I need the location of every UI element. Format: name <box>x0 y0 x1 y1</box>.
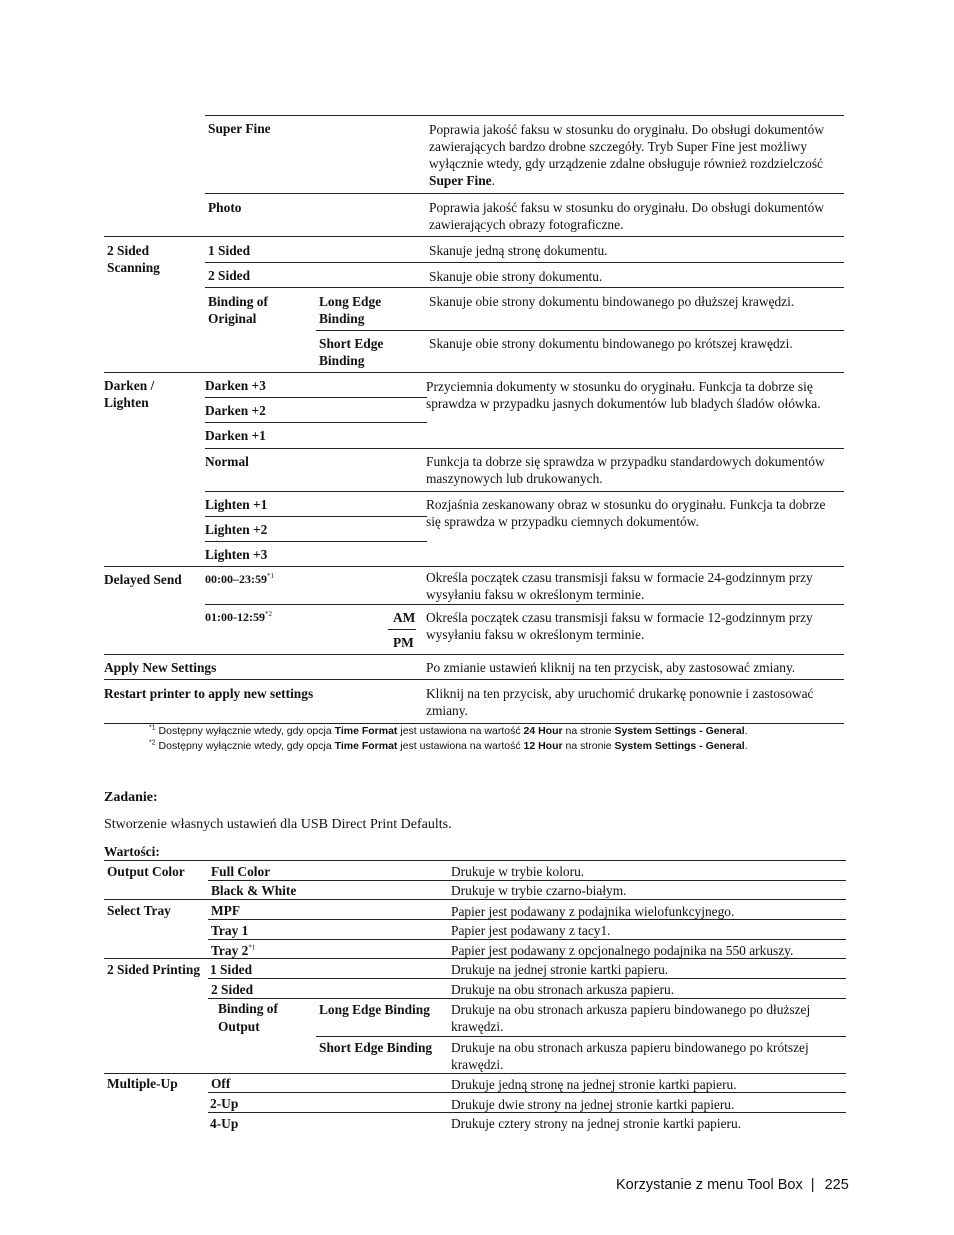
option-full-color: Full Color <box>211 864 271 879</box>
footnote-2: $^{*2}$ Dostępny wyłącznie wtedy, gdy opcja Time Format jest ustawiona na wartość 12 Hour na stronie System Settings - General. <box>149 739 748 752</box>
task-description: Stworzenie własnych ustawień dla USB Direct Print Defaults. <box>104 817 452 832</box>
desc-print-1-sided: Drukuje na jednej stronie kartki papieru. <box>451 962 669 977</box>
desc-tray-2: Papier jest podawany z opcjonalnego podajnika na 550 arkuszy. <box>451 943 794 958</box>
option-normal: Normal <box>205 454 249 469</box>
desc-mpf: Papier jest podawany z podajnika wielofunkcyjnego. <box>451 904 735 919</box>
desc-print-long-edge: Drukuje na obu stronach arkusza papieru bindowanego po dłuższej krawędzi. <box>451 1002 811 1034</box>
option-lighten-1: Lighten +1 <box>205 497 268 512</box>
row-label-super-fine: Super Fine <box>208 121 271 136</box>
option-mpf: MPF <box>211 903 240 918</box>
option-12-hour: 01:00-12:59$^{*2}$ <box>205 610 272 624</box>
footer-title: Korzystanie z menu Tool Box <box>616 1177 803 1193</box>
option-lighten-3: Lighten +3 <box>205 547 268 562</box>
option-4-up: 4-Up <box>210 1116 239 1131</box>
option-lighten-2: Lighten +2 <box>205 522 268 537</box>
desc-black-white: Drukuje w trybie czarno-białym. <box>451 883 627 898</box>
desc-off: Drukuje jedną stronę na jednej stronie kartki papieru. <box>451 1077 737 1092</box>
row-label-2-sided-scanning: 2 Sided Scanning <box>107 243 160 275</box>
option-pm: PM <box>393 635 414 650</box>
row-label-restart-printer: Restart printer to apply new settings <box>104 686 314 701</box>
option-print-long-edge: Long Edge Binding <box>319 1002 430 1017</box>
option-am: AM <box>393 610 416 625</box>
page-footer <box>616 1177 849 1193</box>
page-number: 225 <box>824 1177 849 1193</box>
row-label-apply-new-settings: Apply New Settings <box>104 660 217 675</box>
desc-4-up: Drukuje cztery strony na jednej stronie kartki papieru. <box>451 1116 742 1131</box>
row-desc-super-fine: Poprawia jakość faksu w stosunku do oryginału. Do obsługi dokumentów zawierających bardzo drobne szczegóły. Tryb Super Fine jest możliwy wyłącznie wtedy, gdy urządzenie zdalne obsługuje również rozdzielczość Super Fine. <box>429 122 824 188</box>
row-label-2-sided-printing: 2 Sided Printing <box>107 962 201 977</box>
option-binding-of-output: Binding of Output <box>218 1001 278 1034</box>
desc-tray-1: Papier jest podawany z tacy1. <box>451 923 611 938</box>
option-long-edge-binding: Long Edge Binding <box>319 294 382 326</box>
row-label-delayed-send: Delayed Send <box>104 572 182 587</box>
desc-normal: Funkcja ta dobrze się sprawdza w przypadku standardowych dokumentów maszynowych lub drukowanych. <box>426 454 825 486</box>
option-off: Off <box>211 1076 231 1091</box>
footnote-1: $^{*1}$ Dostępny wyłącznie wtedy, gdy opcja Time Format jest ustawiona na wartość 24 Hour na stronie System Settings - General. <box>149 724 748 737</box>
row-label-output-color: Output Color <box>107 864 185 879</box>
row-desc-photo: Poprawia jakość faksu w stosunku do oryginału. Do obsługi dokumentów zawierających obrazy fotograficzne. <box>429 200 824 232</box>
row-label-photo: Photo <box>208 200 242 215</box>
option-short-edge-binding: Short Edge Binding <box>319 336 384 368</box>
option-black-white: Black & White <box>211 883 297 898</box>
option-darken-1: Darken +1 <box>205 428 266 443</box>
option-1-sided: 1 Sided <box>208 243 251 258</box>
desc-24-hour: Określa początek czasu transmisji faksu w formacie 24-godzinnym przy wysyłaniu faksu w określonym terminie. <box>426 570 813 602</box>
section-heading-task: Zadanie: <box>104 790 158 805</box>
desc-short-edge-binding: Skanuje obie strony dokumentu bindowanego po krótszej krawędzi. <box>429 336 793 351</box>
option-binding-of-original: Binding of Original <box>208 294 268 326</box>
desc-print-2-sided: Drukuje na obu stronach arkusza papieru. <box>451 982 675 997</box>
desc-print-short-edge: Drukuje na obu stronach arkusza papieru bindowanego po krótszej krawędzi. <box>451 1040 809 1072</box>
option-tray-1: Tray 1 <box>211 923 249 938</box>
row-label-darken-lighten: Darken / Lighten <box>104 378 155 410</box>
option-24-hour: 00:00–23:59$^{*1}$ <box>205 572 274 586</box>
desc-12-hour: Określa początek czasu transmisji faksu w formacie 12-godzinnym przy wysyłaniu faksu w określonym terminie. <box>426 610 813 642</box>
desc-restart-printer: Kliknij na ten przycisk, aby uruchomić drukarkę ponownie i zastosować zmiany. <box>426 686 814 718</box>
desc-2-up: Drukuje dwie strony na jednej stronie kartki papieru. <box>451 1097 735 1112</box>
desc-full-color: Drukuje w trybie koloru. <box>451 864 585 879</box>
desc-apply-new-settings: Po zmianie ustawień kliknij na ten przycisk, aby zastosować zmiany. <box>426 660 796 675</box>
option-darken-3: Darken +3 <box>205 378 266 393</box>
option-2-up: 2-Up <box>210 1096 239 1111</box>
section-heading-values: Wartości: <box>104 844 160 859</box>
row-label-multiple-up: Multiple-Up <box>107 1076 178 1091</box>
desc-darken: Przyciemnia dokumenty w stosunku do oryginału. Funkcja ta dobrze się sprawdza w przypadku jasnych dokumentów lub bladych śladów ołówka. <box>426 379 821 411</box>
footer-separator: | <box>810 1177 815 1193</box>
desc-long-edge-binding: Skanuje obie strony dokumentu bindowanego po dłuższej krawędzi. <box>429 294 795 309</box>
option-print-1-sided: 1 Sided <box>210 962 253 977</box>
row-label-select-tray: Select Tray <box>107 903 171 918</box>
desc-lighten: Rozjaśnia zeskanowany obraz w stosunku do oryginału. Funkcja ta dobrze się sprawdza w przypadku ciemnych dokumentów. <box>426 497 826 529</box>
option-2-sided: 2 Sided <box>208 268 251 283</box>
desc-2-sided: Skanuje obie strony dokumentu. <box>429 269 603 284</box>
option-print-2-sided: 2 Sided <box>211 982 254 997</box>
option-print-short-edge: Short Edge Binding <box>319 1040 433 1055</box>
option-darken-2: Darken +2 <box>205 403 266 418</box>
option-tray-2: Tray 2$^{*1}$ <box>211 943 256 958</box>
desc-1-sided: Skanuje jedną stronę dokumentu. <box>429 243 608 258</box>
